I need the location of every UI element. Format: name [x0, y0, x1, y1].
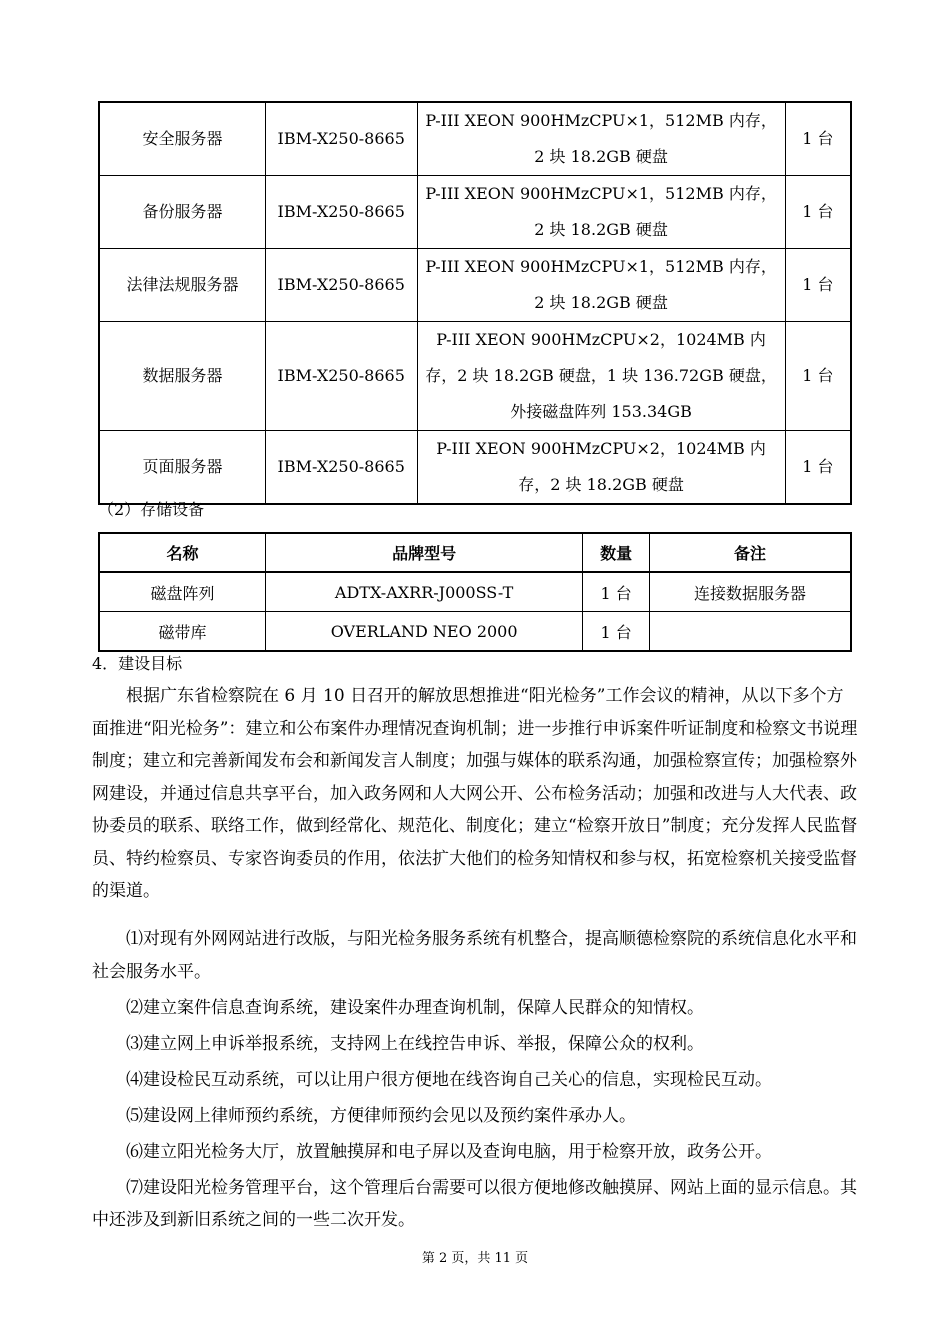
server-qty: 1 台 [785, 431, 851, 505]
server-table [98, 101, 852, 505]
storage-name: 磁带库 [99, 612, 266, 652]
body-paragraph: 根据广东省检察院在 6 月 10 日召开的解放思想推进“阳光检务”工作会议的精神，从以下多个方面推进“阳光检务”：建立和公布案件办理情况查询机制；进一步推行申诉案件听证制度和检察文书说理制度；建立和完善新闻发布会和新闻发言人制度；加强与媒体的联系沟通，加强检察宣传；加强检察外网建设，并通过信息共享平台，加入政务网和人大网公开、公布检务活动；加强和改进与人大代表、政协委员的联系、联络工作，做到经常化、规范化、制度化；建立“检察开放日”制度；充分发挥人民监督员、特约检察员、专家咨询委员的作用，依法扩大他们的检务知情权和参与权，拓宽检察机关接受监督的渠道。 [92, 686, 858, 901]
list-item: ⑴对现有外网网站进行改版，与阳光检务服务系统有机整合，提高顺德检察院的系统信息化水平和社会服务水平。 [92, 929, 857, 982]
goal-list [92, 923, 860, 1240]
list-item: ⑺建设阳光检务管理平台，这个管理后台需要可以很方便地修改触摸屏、网站上面的显示信息。其中还涉及到新旧系统之间的一些二次开发。 [92, 1177, 857, 1230]
server-qty: 1 台 [785, 176, 851, 249]
server-model: IBM-X250-8665 [265, 102, 417, 176]
list-item: ⑵建立案件信息查询系统，建设案件办理查询机制，保障人民群众的知情权。 [126, 997, 704, 1018]
table-header-row [99, 533, 851, 572]
storage-name: 磁盘阵列 [99, 572, 266, 612]
server-name: 安全服务器 [99, 102, 265, 176]
server-name: 页面服务器 [99, 431, 265, 505]
table-row [99, 322, 851, 431]
list-item: ⑹建立阳光检务大厅，放置触摸屏和电子屏以及查询电脑，用于检察开放，政务公开。 [126, 1141, 772, 1162]
list-item: ⑶建立网上申诉举报系统，支持网上在线控告申诉、举报，保障公众的权利。 [126, 1033, 704, 1054]
storage-model: ADTX-AXRR-J000SS-T [266, 572, 583, 612]
page-footer: 第 2 页，共 11 页 [421, 1251, 529, 1266]
column-header: 备注 [650, 533, 851, 572]
storage-note [650, 612, 851, 652]
server-qty: 1 台 [785, 322, 851, 431]
table-row [99, 249, 851, 322]
storage-note: 连接数据服务器 [650, 572, 851, 612]
server-qty: 1 台 [785, 249, 851, 322]
section-heading: 4．建设目标 [92, 654, 183, 673]
table-row [99, 102, 851, 176]
section-body [92, 680, 860, 908]
server-spec: P-III XEON 900HMzCPU×2，1024MB 内存，2 块 18.2GB 硬盘 [417, 431, 785, 505]
table-row [99, 431, 851, 505]
server-spec: P-III XEON 900HMzCPU×2，1024MB 内存，2 块 18.2GB 硬盘，1 块 136.72GB 硬盘，外接磁盘阵列 153.34GB [417, 322, 785, 431]
server-qty: 1 台 [785, 102, 851, 176]
column-header: 数量 [583, 533, 650, 572]
storage-qty: 1 台 [583, 612, 650, 652]
column-header: 名称 [99, 533, 266, 572]
list-item: ⑷建设检民互动系统，可以让用户很方便地在线咨询自己关心的信息，实现检民互动。 [126, 1069, 772, 1090]
storage-table [98, 532, 852, 652]
server-model: IBM-X250-8665 [265, 322, 417, 431]
list-item: ⑸建设网上律师预约系统，方便律师预约会见以及预约案件承办人。 [126, 1105, 636, 1126]
storage-model: OVERLAND NEO 2000 [266, 612, 583, 652]
server-name: 数据服务器 [99, 322, 265, 431]
server-spec: P-III XEON 900HMzCPU×1，512MB 内存，2 块 18.2GB 硬盘 [417, 249, 785, 322]
server-spec: P-III XEON 900HMzCPU×1，512MB 内存，2 块 18.2GB 硬盘 [417, 102, 785, 176]
storage-qty: 1 台 [583, 572, 650, 612]
table-row [99, 176, 851, 249]
server-name: 备份服务器 [99, 176, 265, 249]
storage-caption: （2）存储设备 [98, 500, 205, 519]
table-row [99, 572, 851, 612]
server-spec: P-III XEON 900HMzCPU×1，512MB 内存，2 块 18.2GB 硬盘 [417, 176, 785, 249]
server-model: IBM-X250-8665 [265, 431, 417, 505]
server-model: IBM-X250-8665 [265, 176, 417, 249]
server-model: IBM-X250-8665 [265, 249, 417, 322]
server-name: 法律法规服务器 [99, 249, 265, 322]
column-header: 品牌型号 [266, 533, 583, 572]
table-row [99, 612, 851, 652]
